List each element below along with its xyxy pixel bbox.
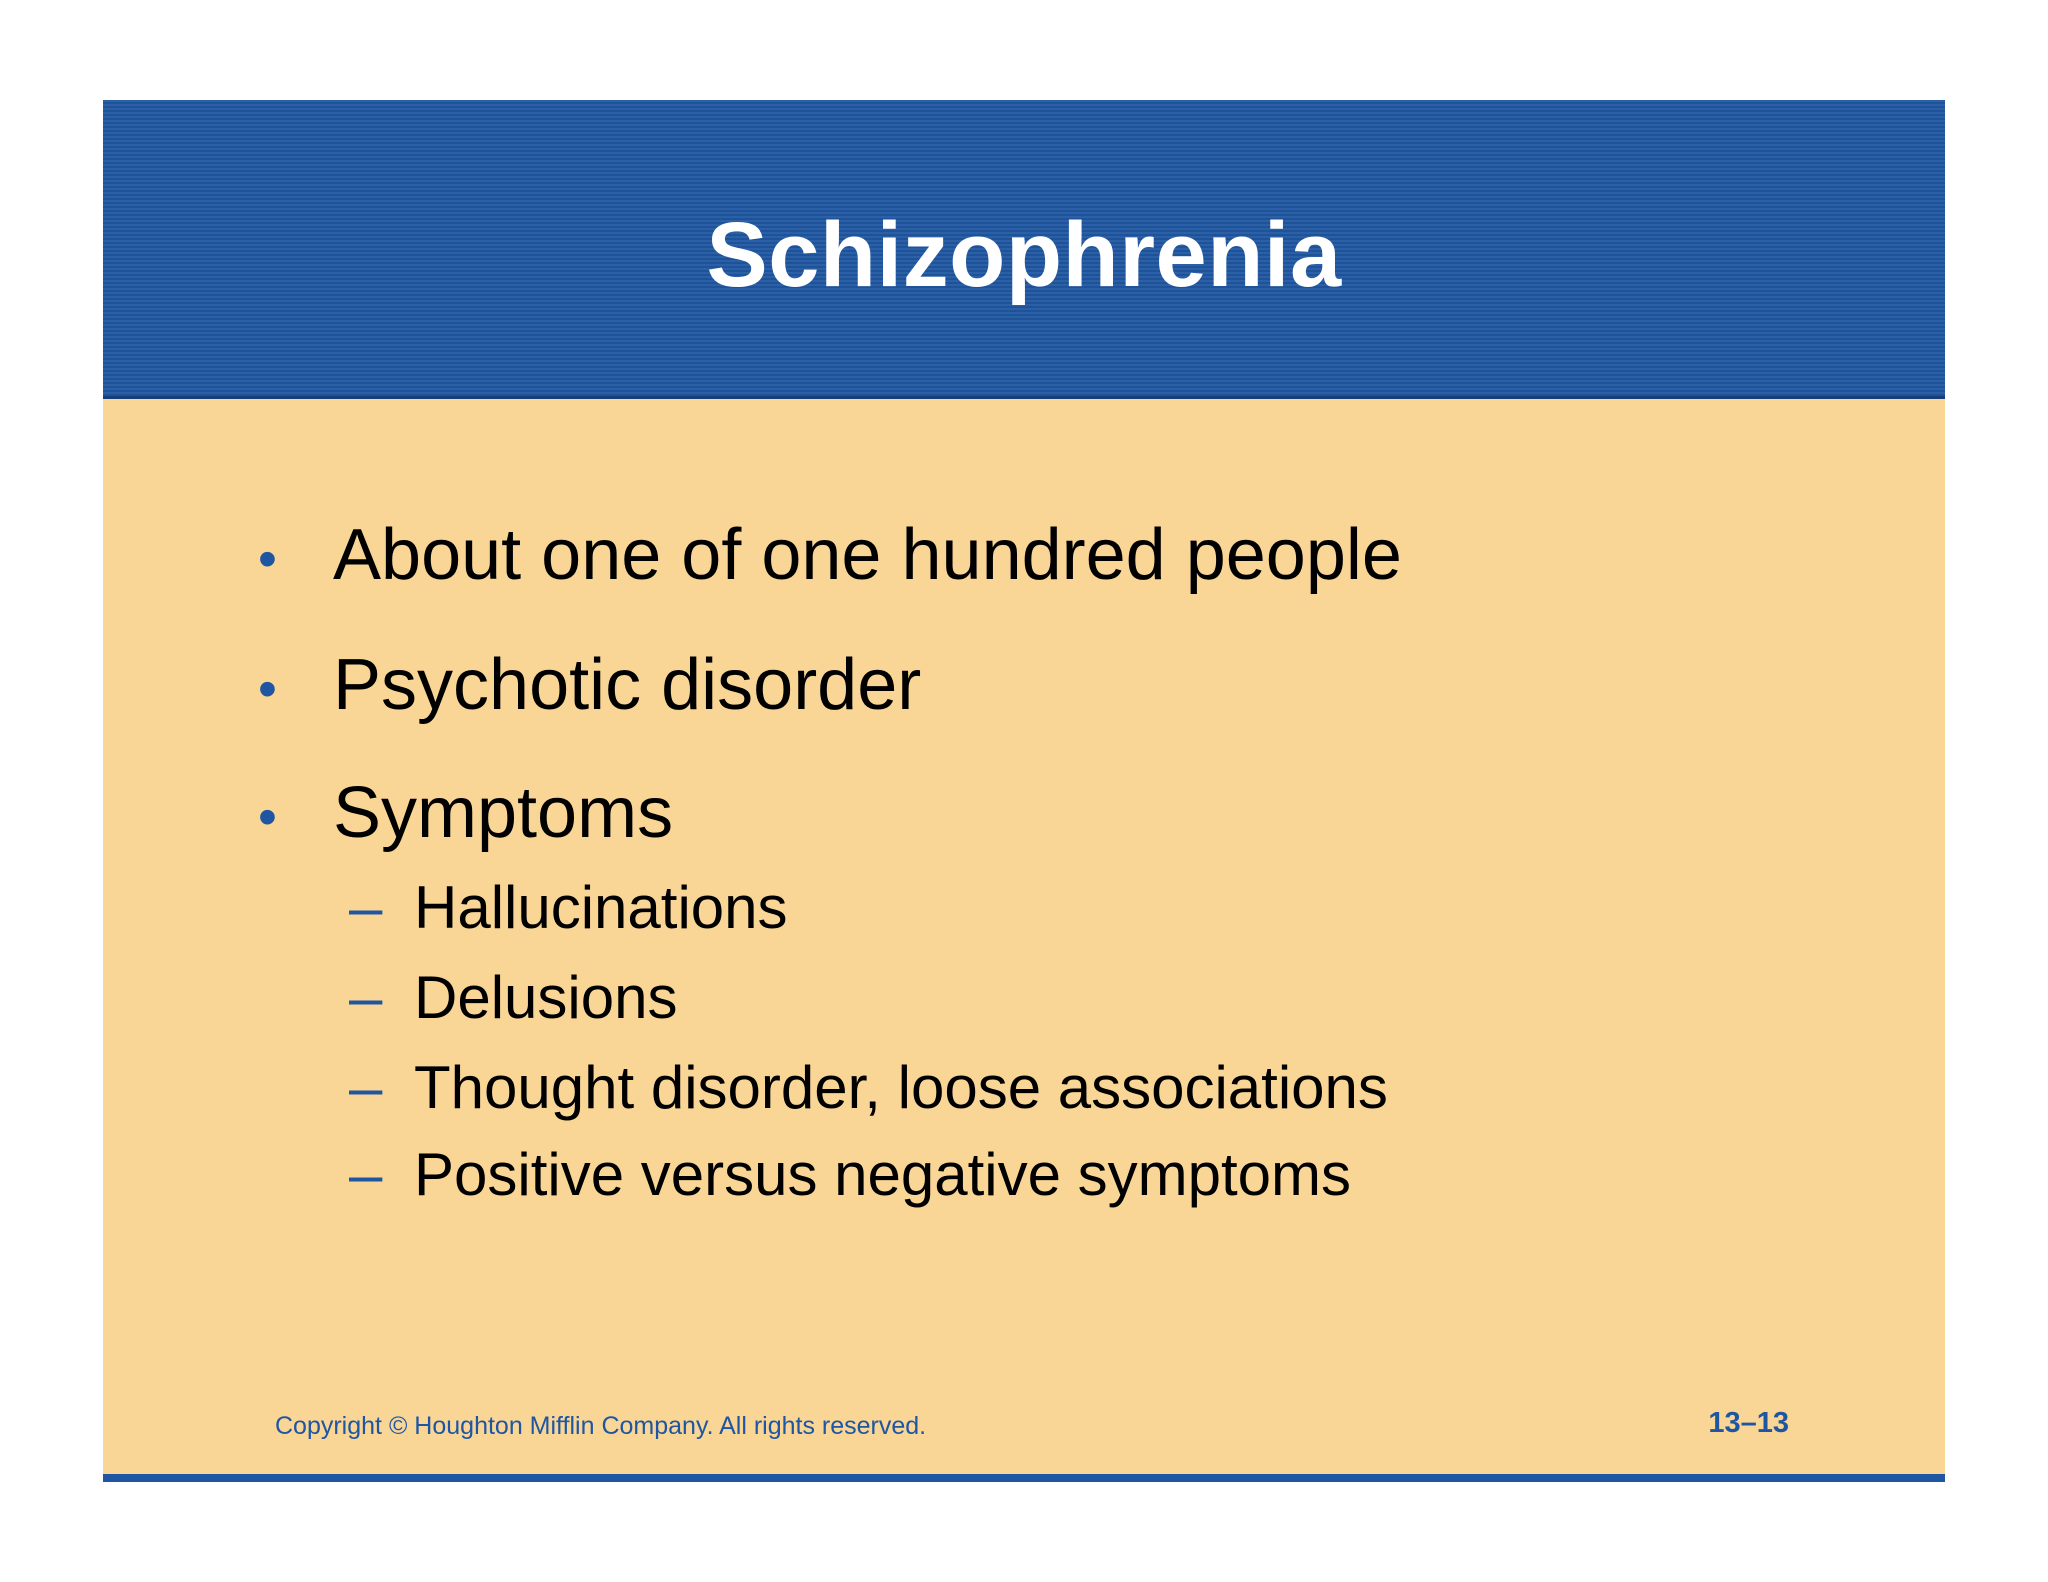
dash-icon: – (349, 874, 383, 941)
sub-bullet-item (349, 1140, 1351, 1210)
bullet-dot-icon: • (258, 787, 277, 847)
slide-title: Schizophrenia (706, 204, 1342, 306)
bullet-item (258, 515, 1402, 595)
bullet-text: Psychotic disorder (333, 645, 922, 725)
bullet-dot-icon: • (258, 529, 277, 589)
sub-bullet-text: Delusions (414, 964, 678, 1031)
sub-bullet-item (349, 963, 677, 1033)
dash-icon: – (349, 964, 383, 1031)
copyright-notice: Copyright © Houghton Mifflin Company. All rights reserved. (275, 1412, 927, 1440)
bullet-text: Symptoms (333, 773, 674, 853)
bullet-dot-icon: • (258, 659, 277, 719)
sub-bullet-text: Thought disorder, loose associations (414, 1054, 1388, 1121)
page-number: 13–13 (1708, 1407, 1789, 1439)
sub-bullet-item (349, 1053, 1388, 1123)
bullet-item (258, 773, 673, 853)
bullet-list (103, 100, 1945, 1482)
sub-bullet-text: Hallucinations (414, 874, 788, 941)
slide (103, 100, 1945, 1482)
bullet-item (258, 645, 921, 725)
sub-bullet-item (349, 873, 788, 943)
dash-icon: – (349, 1054, 383, 1121)
bullet-text: About one of one hundred people (333, 515, 1402, 595)
sub-bullet-text: Positive versus negative symptoms (414, 1141, 1352, 1208)
dash-icon: – (349, 1141, 383, 1208)
bottom-rule (103, 1474, 1945, 1482)
